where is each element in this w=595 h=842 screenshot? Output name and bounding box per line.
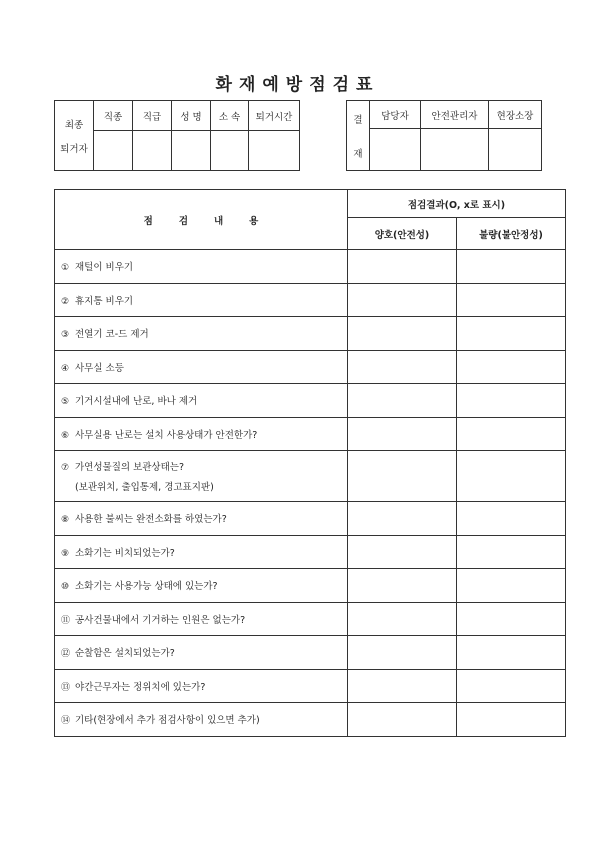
checklist-row	[55, 669, 566, 703]
checklist-item	[55, 703, 348, 737]
manager-sign-field[interactable]	[370, 129, 421, 171]
item-text: 사용한 불씨는 완전소화를 하였는가?	[75, 514, 227, 526]
good-result-cell[interactable]	[348, 451, 457, 502]
item-text: 재털이 비우기	[75, 262, 134, 274]
checklist-row	[55, 636, 566, 670]
item-text: 전열기 코-드 제거	[75, 329, 149, 341]
item-number: ⑩	[61, 582, 70, 593]
checklist-row	[55, 317, 566, 351]
item-number: ⑦	[61, 463, 70, 473]
site-director-sign-field[interactable]	[489, 129, 542, 171]
header-affiliation: 소 속	[211, 101, 249, 131]
item-text: 야간근무자는 정위치에 있는가?	[75, 681, 206, 693]
good-result-cell[interactable]	[348, 283, 457, 317]
checklist-row	[55, 602, 566, 636]
checklist-item	[55, 502, 348, 536]
approval-label-line2: 재	[353, 148, 363, 160]
checklist-item	[55, 636, 348, 670]
item-number: ③	[61, 330, 70, 341]
approval-table	[346, 100, 542, 171]
good-result-cell[interactable]	[348, 535, 457, 569]
item-text: 기거시설내에 난로, 바나 제거	[75, 396, 198, 408]
bad-result-cell[interactable]	[457, 350, 566, 384]
good-result-cell[interactable]	[348, 384, 457, 418]
checklist-item	[55, 535, 348, 569]
checklist-item	[55, 350, 348, 384]
bad-result-cell[interactable]	[457, 535, 566, 569]
leave-time-field[interactable]	[249, 131, 300, 171]
item-number: ⑭	[61, 716, 71, 727]
item-text: 사무실용 난로는 설치 사용상태가 안전한가?	[75, 429, 258, 441]
checklist-item	[55, 669, 348, 703]
item-number: ⑤	[61, 397, 70, 408]
bad-result-cell[interactable]	[457, 283, 566, 317]
bad-result-cell[interactable]	[457, 317, 566, 351]
name-field[interactable]	[172, 131, 211, 171]
checklist-row	[55, 417, 566, 451]
checklist-items	[55, 250, 566, 737]
header-leave-time: 퇴거시간	[249, 101, 300, 131]
checklist-item	[55, 283, 348, 317]
checklist-item	[55, 250, 348, 284]
good-result-cell[interactable]	[348, 502, 457, 536]
checklist-item	[55, 569, 348, 603]
checklist-row	[55, 569, 566, 603]
header-inspection-content: 점검내용	[55, 190, 348, 250]
good-result-cell[interactable]	[348, 703, 457, 737]
approval-label	[347, 101, 370, 171]
safety-manager-sign-field[interactable]	[421, 129, 489, 171]
final-leaver-label-line1: 최종	[64, 119, 84, 131]
header-safety-manager: 안전관리자	[421, 101, 489, 129]
affiliation-field[interactable]	[211, 131, 249, 171]
header-bad: 불량(불안정성)	[457, 218, 566, 250]
checklist-row	[55, 283, 566, 317]
good-result-cell[interactable]	[348, 417, 457, 451]
job-type-field[interactable]	[94, 131, 133, 171]
bad-result-cell[interactable]	[457, 384, 566, 418]
header-rank: 직급	[133, 101, 172, 131]
item-number: ⑪	[61, 615, 71, 626]
good-result-cell[interactable]	[348, 569, 457, 603]
rank-field[interactable]	[133, 131, 172, 171]
inspection-checklist-table	[54, 189, 566, 737]
approval-label-line1: 결	[353, 114, 363, 126]
item-text: 소화기는 사용가능 상태에 있는가?	[75, 581, 218, 593]
item-text: 휴지통 비우기	[75, 295, 134, 307]
item-number: ⑧	[61, 515, 70, 526]
item-text: 사무실 소등	[75, 362, 124, 374]
item-text: 소화기는 비치되었는가?	[75, 547, 175, 559]
final-leaver-label	[55, 101, 94, 171]
good-result-cell[interactable]	[348, 669, 457, 703]
header-good: 양호(안전성)	[348, 218, 457, 250]
good-result-cell[interactable]	[348, 602, 457, 636]
checklist-row	[55, 451, 566, 502]
final-leaver-label-line2: 퇴거자	[60, 143, 88, 155]
item-text: 순찰함은 설치되었는가?	[75, 648, 175, 660]
item-number: ②	[61, 296, 70, 307]
form-title: 화재예방점검표	[215, 75, 380, 95]
header-name: 성 명	[172, 101, 211, 131]
item-number: ⑥	[61, 430, 70, 441]
checklist-row	[55, 384, 566, 418]
checklist-row	[55, 535, 566, 569]
item-text: 공사건물내에서 기거하는 인원은 없는가?	[75, 614, 246, 626]
header-manager: 담당자	[370, 101, 421, 129]
bad-result-cell[interactable]	[457, 451, 566, 502]
checklist-item	[55, 384, 348, 418]
header-site-director: 현장소장	[489, 101, 542, 129]
item-number: ①	[61, 263, 70, 274]
checklist-row	[55, 250, 566, 284]
good-result-cell[interactable]	[348, 350, 457, 384]
checklist-row	[55, 703, 566, 737]
checklist-item	[55, 317, 348, 351]
item-number: ④	[61, 363, 70, 374]
bad-result-cell[interactable]	[457, 636, 566, 670]
item-text: 가연성물질의 보관상태는?	[75, 462, 185, 473]
header-job-type: 직종	[94, 101, 133, 131]
checklist-item	[55, 602, 348, 636]
item-number: ⑬	[61, 682, 71, 693]
item-number: ⑫	[61, 649, 71, 660]
checklist-row	[55, 350, 566, 384]
final-leaver-table	[54, 100, 300, 171]
checklist-item	[55, 451, 348, 502]
bad-result-cell[interactable]	[457, 703, 566, 737]
bad-result-cell[interactable]	[457, 569, 566, 603]
item-subtext: (보관위치, 출입통제, 경고표지판)	[75, 482, 214, 493]
checklist-row	[55, 502, 566, 536]
bad-result-cell[interactable]	[457, 417, 566, 451]
bad-result-cell[interactable]	[457, 669, 566, 703]
good-result-cell[interactable]	[348, 636, 457, 670]
bad-result-cell[interactable]	[457, 250, 566, 284]
bad-result-cell[interactable]	[457, 502, 566, 536]
item-number: ⑨	[61, 548, 70, 559]
bad-result-cell[interactable]	[457, 602, 566, 636]
good-result-cell[interactable]	[348, 250, 457, 284]
header-inspection-result: 점검결과(O, x로 표시)	[348, 190, 566, 218]
checklist-item	[55, 417, 348, 451]
item-text: 기타(현장에서 추가 점검사항이 있으면 추가)	[75, 715, 260, 727]
good-result-cell[interactable]	[348, 317, 457, 351]
